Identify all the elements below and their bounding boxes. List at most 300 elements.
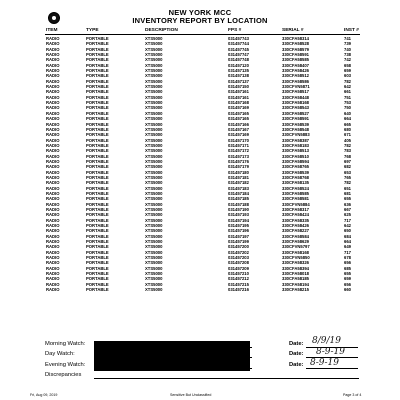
- cell-type: PORTABLE: [86, 57, 109, 63]
- cell-fps: 031457181: [228, 174, 249, 180]
- cell-type: PORTABLE: [86, 207, 109, 212]
- cell-serial: 330CFA58768: [282, 174, 310, 180]
- cell-description: XTS5000: [145, 276, 163, 282]
- cell-description: XTS5000: [145, 255, 163, 261]
- cell-type: PORTABLE: [86, 255, 109, 261]
- cell-serial: 330CFA58185: [282, 276, 310, 282]
- cell-serial: 330CFA58135: [282, 180, 310, 186]
- cell-description: XTS5000: [145, 100, 163, 106]
- cell-serial: 330CFA58215: [282, 287, 310, 293]
- cell-description: XTS5000: [145, 126, 163, 132]
- cell-description: XTS5000: [145, 121, 163, 127]
- redacted-signatures: [94, 341, 250, 371]
- cell-inst: 782: [344, 180, 351, 186]
- column-header-inst: INST #: [344, 28, 359, 33]
- cell-type: PORTABLE: [86, 137, 109, 143]
- cell-type: PORTABLE: [86, 116, 109, 122]
- cell-description: XTS5000: [145, 84, 163, 90]
- cell-item: RADIO: [46, 207, 60, 212]
- cell-serial: 330CFA58517: [282, 89, 310, 95]
- cell-fps: 031457216: [228, 287, 249, 293]
- footer-classification: Sensitive But Unclassified: [170, 393, 212, 397]
- cell-item: RADIO: [46, 228, 60, 234]
- cell-type: PORTABLE: [86, 41, 109, 47]
- cell-serial: 330CFA58426: [282, 68, 310, 74]
- cell-serial: 330CFVN5883: [282, 132, 310, 138]
- cell-serial: 330CFA58194: [282, 281, 310, 287]
- cell-item: RADIO: [46, 265, 60, 271]
- cell-type: PORTABLE: [86, 217, 109, 223]
- cell-description: XTS5000: [145, 207, 163, 212]
- cell-inst: 684: [344, 233, 351, 239]
- cell-description: XTS5000: [145, 41, 163, 47]
- cell-serial: 330CFVN5884: [282, 201, 310, 207]
- cell-type: PORTABLE: [86, 287, 109, 293]
- cell-type: PORTABLE: [86, 68, 109, 74]
- evening-date-handwritten: 8-9-19: [310, 358, 339, 368]
- cell-type: PORTABLE: [86, 260, 109, 266]
- cell-inst: 658: [344, 62, 351, 68]
- cell-serial: 330CFA58527: [282, 110, 310, 116]
- cell-inst: 655: [344, 196, 351, 202]
- cell-type: PORTABLE: [86, 148, 109, 154]
- cell-fps: 031457185: [228, 196, 249, 202]
- cell-type: PORTABLE: [86, 169, 109, 175]
- cell-item: RADIO: [46, 281, 60, 287]
- cell-fps: 031457215: [228, 281, 249, 287]
- cell-item: RADIO: [46, 137, 60, 143]
- cell-item: RADIO: [46, 148, 60, 154]
- cell-fps: 031457173: [228, 153, 249, 159]
- cell-fps: 031457150: [228, 84, 249, 90]
- cell-type: PORTABLE: [86, 228, 109, 234]
- cell-description: XTS5000: [145, 190, 163, 196]
- cell-serial: 330CFA58584: [282, 233, 310, 239]
- cell-type: PORTABLE: [86, 46, 109, 52]
- cell-item: RADIO: [46, 110, 60, 116]
- cell-inst: 681: [344, 190, 351, 196]
- cell-description: XTS5000: [145, 158, 163, 164]
- cell-description: XTS5000: [145, 46, 163, 52]
- cell-item: RADIO: [46, 100, 60, 106]
- cell-description: XTS5000: [145, 271, 163, 277]
- cell-type: PORTABLE: [86, 174, 109, 180]
- cell-type: PORTABLE: [86, 276, 109, 282]
- cell-fps: 031457171: [228, 142, 249, 148]
- cell-type: PORTABLE: [86, 239, 109, 245]
- cell-type: PORTABLE: [86, 36, 109, 41]
- column-header-serial: SERIAL #: [282, 28, 304, 33]
- cell-serial: 330CFVN5871: [282, 84, 310, 90]
- cell-fps: 031457120: [228, 62, 249, 68]
- evening-date-line: [306, 368, 358, 369]
- day-watch-label: Day Watch:: [45, 351, 75, 357]
- cell-description: XTS5000: [145, 265, 163, 271]
- cell-fps: 031457166: [228, 121, 249, 127]
- cell-item: RADIO: [46, 78, 60, 84]
- cell-item: RADIO: [46, 287, 60, 293]
- cell-type: PORTABLE: [86, 126, 109, 132]
- cell-description: XTS5000: [145, 110, 163, 116]
- cell-inst: 685: [344, 265, 351, 271]
- cell-fps: 031457188: [228, 201, 249, 207]
- cell-inst: 655: [344, 271, 351, 277]
- cell-item: RADIO: [46, 62, 60, 68]
- cell-inst: 680: [344, 126, 351, 132]
- cell-inst: 640: [344, 110, 351, 116]
- cell-type: PORTABLE: [86, 121, 109, 127]
- header-divider: [45, 34, 360, 35]
- cell-inst: 642: [344, 223, 351, 229]
- cell-item: RADIO: [46, 180, 60, 186]
- cell-description: XTS5000: [145, 153, 163, 159]
- cell-inst: 405: [344, 137, 351, 143]
- cell-inst: 739: [344, 41, 351, 47]
- cell-serial: 330CFVN5797: [282, 244, 310, 250]
- cell-description: XTS5000: [145, 223, 163, 229]
- cell-inst: 783: [344, 148, 351, 154]
- cell-inst: 682: [344, 164, 351, 170]
- cell-inst: 741: [344, 36, 351, 41]
- cell-fps: 031457209: [228, 265, 249, 271]
- cell-serial: 330CFA58407: [282, 62, 310, 68]
- column-header-description: DESCRIPTION: [145, 28, 178, 33]
- cell-inst: 642: [344, 84, 351, 90]
- cell-inst: 664: [344, 239, 351, 245]
- cell-inst: 717: [344, 217, 351, 223]
- cell-serial: 330CFA58168: [282, 100, 310, 106]
- discrepancies-label: Discrepancies: [45, 372, 82, 378]
- cell-inst: 750: [344, 105, 351, 111]
- cell-item: RADIO: [46, 249, 60, 255]
- cell-fps: 031457210: [228, 271, 249, 277]
- cell-inst: 664: [344, 116, 351, 122]
- cell-serial: 330CFA58227: [282, 228, 310, 234]
- cell-fps: 031457193: [228, 212, 249, 218]
- cell-description: XTS5000: [145, 185, 163, 191]
- cell-fps: 031457135: [228, 68, 249, 74]
- cell-fps: 031457202: [228, 249, 249, 255]
- cell-item: RADIO: [46, 132, 60, 138]
- cell-fps: 031457161: [228, 89, 249, 95]
- cell-inst: 651: [344, 185, 351, 191]
- cell-item: RADIO: [46, 169, 60, 175]
- cell-serial: 330CFA58528: [282, 41, 310, 47]
- cell-description: XTS5000: [145, 180, 163, 186]
- cell-inst: 653: [344, 169, 351, 175]
- cell-type: PORTABLE: [86, 94, 109, 100]
- cell-item: RADIO: [46, 153, 60, 159]
- cell-type: PORTABLE: [86, 185, 109, 191]
- cell-inst: 649: [344, 244, 351, 250]
- cell-item: RADIO: [46, 105, 60, 111]
- cell-type: PORTABLE: [86, 265, 109, 271]
- cell-description: XTS5000: [145, 78, 163, 84]
- cell-type: PORTABLE: [86, 105, 109, 111]
- cell-fps: 031457743: [228, 36, 249, 41]
- morning-watch-label: Morning Watch:: [45, 341, 86, 347]
- cell-description: XTS5000: [145, 196, 163, 202]
- cell-serial: 330CFA58512: [282, 73, 310, 79]
- cell-type: PORTABLE: [86, 158, 109, 164]
- cell-fps: 031457184: [228, 190, 249, 196]
- cell-description: XTS5000: [145, 105, 163, 111]
- cell-serial: 330CFA58326: [282, 260, 310, 266]
- cell-inst: 661: [344, 89, 351, 95]
- cell-description: XTS5000: [145, 164, 163, 170]
- cell-fps: 031457744: [228, 41, 249, 47]
- cell-description: XTS5000: [145, 148, 163, 154]
- cell-description: XTS5000: [145, 89, 163, 95]
- cell-inst: 656: [344, 260, 351, 266]
- cell-description: XTS5000: [145, 116, 163, 122]
- cell-serial: 330CFA58629: [282, 239, 310, 245]
- cell-description: XTS5000: [145, 212, 163, 218]
- cell-inst: 678: [344, 255, 351, 261]
- cell-description: XTS5000: [145, 233, 163, 239]
- cell-inst: 782: [344, 78, 351, 84]
- cell-type: PORTABLE: [86, 271, 109, 277]
- cell-type: PORTABLE: [86, 100, 109, 106]
- cell-inst: 740: [344, 46, 351, 52]
- cell-type: PORTABLE: [86, 180, 109, 186]
- cell-type: PORTABLE: [86, 233, 109, 239]
- cell-item: RADIO: [46, 116, 60, 122]
- cell-description: XTS5000: [145, 239, 163, 245]
- cell-serial: 330CFA58183: [282, 142, 310, 148]
- cell-fps: 031457208: [228, 260, 249, 266]
- cell-serial: 330CFA58394: [282, 265, 310, 271]
- evening-watch-label: Evening Watch:: [45, 362, 86, 368]
- cell-fps: 031457180: [228, 169, 249, 175]
- cell-inst: 697: [344, 158, 351, 164]
- cell-fps: 031457197: [228, 233, 249, 239]
- cell-inst: 717: [344, 249, 351, 255]
- cell-item: RADIO: [46, 94, 60, 100]
- cell-serial: 330CFA58579: [282, 46, 310, 52]
- cell-serial: 330CFA58018: [282, 271, 310, 277]
- cell-description: XTS5000: [145, 36, 163, 41]
- cell-inst: 659: [344, 68, 351, 74]
- cell-description: XTS5000: [145, 174, 163, 180]
- cell-description: XTS5000: [145, 132, 163, 138]
- cell-fps: 031457196: [228, 228, 249, 234]
- cell-serial: 330CFA58591: [282, 116, 310, 122]
- cell-description: XTS5000: [145, 249, 163, 255]
- cell-item: RADIO: [46, 68, 60, 74]
- cell-serial: 330CFA58581: [282, 196, 310, 202]
- cell-type: PORTABLE: [86, 132, 109, 138]
- cell-type: PORTABLE: [86, 244, 109, 250]
- cell-description: XTS5000: [145, 57, 163, 63]
- cell-fps: 031457169: [228, 105, 249, 111]
- cell-description: XTS5000: [145, 169, 163, 175]
- cell-item: RADIO: [46, 190, 60, 196]
- cell-serial: 330CFA58539: [282, 169, 310, 175]
- cell-fps: 031457200: [228, 244, 249, 250]
- cell-fps: 031457183: [228, 185, 249, 191]
- cell-type: PORTABLE: [86, 164, 109, 170]
- cell-type: PORTABLE: [86, 212, 109, 218]
- cell-item: RADIO: [46, 73, 60, 79]
- cell-item: RADIO: [46, 233, 60, 239]
- cell-inst: 742: [344, 57, 351, 63]
- morning-date-label: Date:: [289, 341, 304, 347]
- cell-description: XTS5000: [145, 228, 163, 234]
- cell-item: RADIO: [46, 41, 60, 47]
- cell-serial: 330CFA58335: [282, 217, 310, 223]
- cell-description: XTS5000: [145, 62, 163, 68]
- cell-inst: 751: [344, 94, 351, 100]
- cell-inst: 603: [344, 73, 351, 79]
- cell-fps: 031457182: [228, 180, 249, 186]
- cell-serial: 330CFA58317: [282, 207, 310, 212]
- cell-serial: 330CFA58585: [282, 190, 310, 196]
- cell-item: RADIO: [46, 142, 60, 148]
- cell-inst: 625: [344, 212, 351, 218]
- cell-item: RADIO: [46, 185, 60, 191]
- cell-fps: 031457203: [228, 255, 249, 261]
- cell-description: XTS5000: [145, 68, 163, 74]
- cell-serial: 330CFA58510: [282, 153, 310, 159]
- cell-serial: 330CFA58448: [282, 94, 310, 100]
- cell-fps: 031457165: [228, 116, 249, 122]
- cell-item: RADIO: [46, 201, 60, 207]
- cell-inst: 636: [344, 201, 351, 207]
- cell-item: RADIO: [46, 57, 60, 63]
- cell-fps: 031457172: [228, 148, 249, 154]
- cell-item: RADIO: [46, 84, 60, 90]
- cell-fps: 031457199: [228, 239, 249, 245]
- cell-item: RADIO: [46, 212, 60, 218]
- cell-fps: 031457212: [228, 276, 249, 282]
- day-date-handwritten: 8-9-19: [316, 347, 345, 357]
- cell-inst: 660: [344, 287, 351, 293]
- cell-inst: 671: [344, 132, 351, 138]
- cell-inst: 667: [344, 207, 351, 212]
- cell-type: PORTABLE: [86, 52, 109, 58]
- cell-item: RADIO: [46, 244, 60, 250]
- cell-serial: 330CFA58765: [282, 164, 310, 170]
- cell-serial: 330CFA58594: [282, 158, 310, 164]
- cell-fps: 031457748: [228, 57, 249, 63]
- cell-fps: 031457161: [228, 94, 249, 100]
- footer-date: Fri, Aug 09, 2019: [30, 393, 58, 397]
- cell-inst: 753: [344, 100, 351, 106]
- cell-serial: 330CFA58548: [282, 126, 310, 132]
- cell-type: PORTABLE: [86, 249, 109, 255]
- cell-fps: 031457190: [228, 207, 249, 212]
- morning-date-handwritten: 8/9/19: [312, 336, 341, 346]
- cell-description: XTS5000: [145, 281, 163, 287]
- cell-inst: 656: [344, 281, 351, 287]
- cell-item: RADIO: [46, 255, 60, 261]
- evening-date-label: Date:: [289, 362, 304, 368]
- cell-type: PORTABLE: [86, 142, 109, 148]
- report-subtitle: INVENTORY REPORT BY LOCATION: [132, 16, 268, 25]
- cell-serial: 330CFA58543: [282, 105, 310, 111]
- cell-description: XTS5000: [145, 260, 163, 266]
- cell-description: XTS5000: [145, 217, 163, 223]
- cell-fps: 031457747: [228, 52, 249, 58]
- cell-fps: 031457170: [228, 137, 249, 143]
- cell-fps: 031457176: [228, 158, 249, 164]
- cell-item: RADIO: [46, 158, 60, 164]
- cell-type: PORTABLE: [86, 89, 109, 95]
- cell-serial: 330CFA58314: [282, 36, 310, 41]
- cell-item: RADIO: [46, 196, 60, 202]
- cell-description: XTS5000: [145, 73, 163, 79]
- cell-item: RADIO: [46, 126, 60, 132]
- cell-fps: 031457167: [228, 126, 249, 132]
- cell-type: PORTABLE: [86, 62, 109, 68]
- cell-item: RADIO: [46, 223, 60, 229]
- cell-serial: 330CFA58539: [282, 121, 310, 127]
- cell-description: XTS5000: [145, 287, 163, 293]
- cell-item: RADIO: [46, 52, 60, 58]
- cell-item: RADIO: [46, 121, 60, 127]
- footer-page-number: Page 3 of 4: [343, 393, 362, 397]
- cell-type: PORTABLE: [86, 73, 109, 79]
- cell-type: PORTABLE: [86, 223, 109, 229]
- cell-serial: 330CFA58168: [282, 249, 310, 255]
- cell-fps: 031457138: [228, 73, 249, 79]
- cell-inst: 738: [344, 52, 351, 58]
- cell-serial: 330CFA58424: [282, 212, 310, 218]
- cell-type: PORTABLE: [86, 281, 109, 287]
- cell-serial: 330CFA58387: [282, 137, 310, 143]
- cell-description: XTS5000: [145, 142, 163, 148]
- cell-fps: 031457179: [228, 164, 249, 170]
- cell-serial: 330CFA58586: [282, 78, 310, 84]
- cell-serial: 330CFA58585: [282, 57, 310, 63]
- cell-description: XTS5000: [145, 137, 163, 143]
- cell-type: PORTABLE: [86, 196, 109, 202]
- cell-description: XTS5000: [145, 201, 163, 207]
- column-header-fps: FPS #: [228, 28, 242, 33]
- cell-fps: 031457194: [228, 217, 249, 223]
- cell-fps: 031457169: [228, 132, 249, 138]
- cell-fps: 031457168: [228, 100, 249, 106]
- cell-item: RADIO: [46, 36, 60, 41]
- cell-type: PORTABLE: [86, 84, 109, 90]
- cell-serial: 330CFA58524: [282, 185, 310, 191]
- cell-item: RADIO: [46, 217, 60, 223]
- table-row: [0, 287, 400, 292]
- cell-serial: 330CFA58591: [282, 52, 310, 58]
- cell-type: PORTABLE: [86, 78, 109, 84]
- cell-fps: 031457165: [228, 110, 249, 116]
- cell-description: XTS5000: [145, 94, 163, 100]
- cell-inst: 782: [344, 142, 351, 148]
- cell-inst: 765: [344, 174, 351, 180]
- cell-item: RADIO: [46, 271, 60, 277]
- cell-item: RADIO: [46, 260, 60, 266]
- discrepancies-line: [94, 378, 359, 379]
- cell-inst: 665: [344, 121, 351, 127]
- report-title: NEW YORK MCC: [168, 8, 232, 17]
- cell-fps: 031457137: [228, 78, 249, 84]
- cell-serial: 330CFVN5850: [282, 255, 310, 261]
- cell-fps: 031457745: [228, 46, 249, 52]
- cell-item: RADIO: [46, 174, 60, 180]
- cell-inst: 768: [344, 153, 351, 159]
- cell-type: PORTABLE: [86, 201, 109, 207]
- cell-item: RADIO: [46, 164, 60, 170]
- inventory-table: [0, 36, 400, 293]
- cell-item: RADIO: [46, 46, 60, 52]
- cell-item: RADIO: [46, 239, 60, 245]
